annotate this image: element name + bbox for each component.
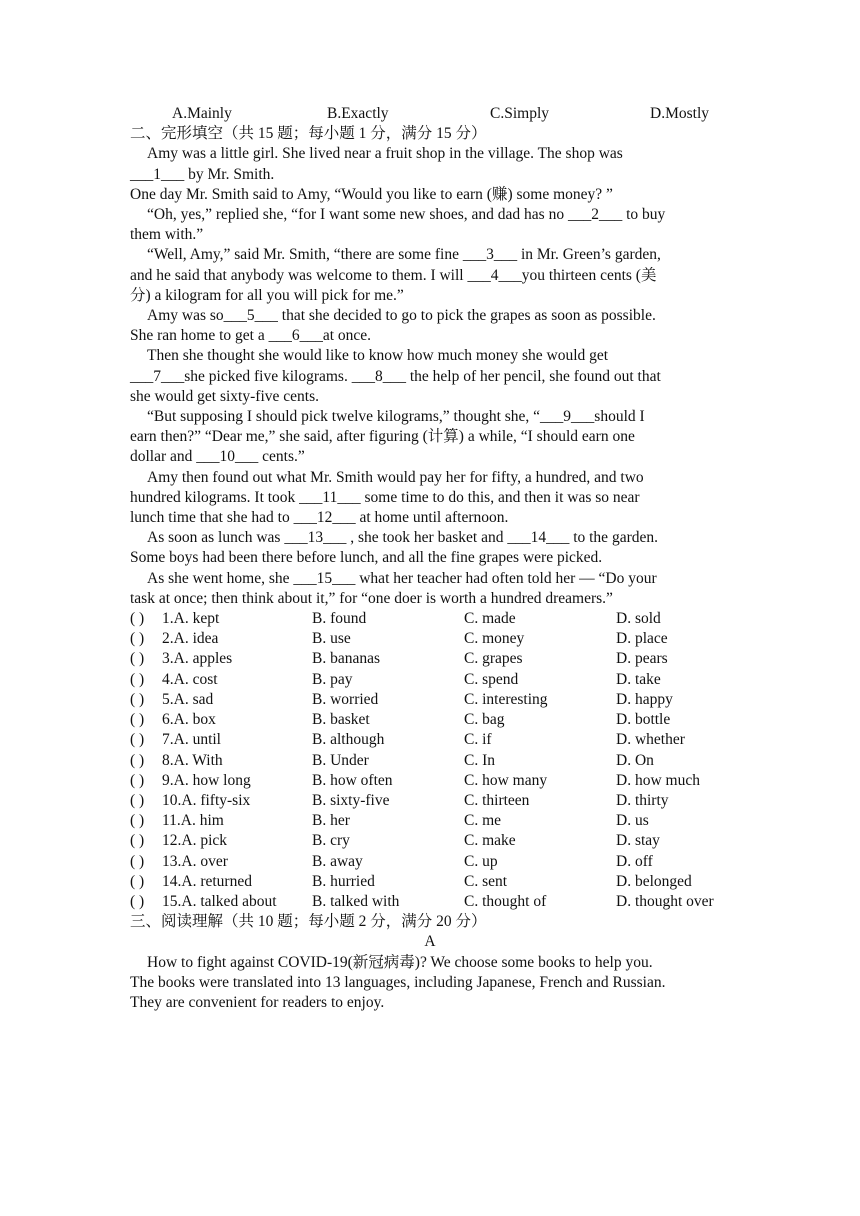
cloze-passage	[130, 144, 730, 609]
option-d: D. bottle	[616, 711, 671, 729]
passage-line: Amy then found out what Mr. Smith would pay her for fifty, a hundred, and two	[147, 468, 644, 486]
passage-line: They are convenient for readers to enjoy.	[130, 993, 385, 1011]
option-c: C. if	[464, 731, 492, 749]
answer-blank[interactable]: ( )	[130, 892, 145, 910]
question-row	[130, 609, 730, 629]
option-a: 5.A. sad	[162, 690, 214, 708]
question-row	[130, 811, 730, 831]
option-c: C. how many	[464, 771, 548, 789]
section3-heading: 三、阅读理解（共 10 题；每小题 2 分，满分 20 分）	[130, 913, 487, 931]
option-d: D. us	[616, 812, 649, 830]
answer-blank[interactable]: ( )	[130, 791, 145, 809]
cloze-questions	[130, 609, 730, 912]
question-row	[130, 690, 730, 710]
section2-heading: 二、完形填空（共 15 题；每小题 1 分，满分 15 分）	[130, 125, 487, 143]
option-d: D. place	[616, 630, 668, 648]
answer-blank[interactable]: ( )	[130, 690, 145, 708]
passage-line: lunch time that she had to ___12___ at home until afternoon.	[130, 509, 509, 527]
question-row	[130, 629, 730, 649]
option-a: 4.A. cost	[162, 670, 218, 688]
passage-line: “Oh, yes,” replied she, “for I want some new shoes, and dad has no ___2___ to buy	[147, 206, 666, 224]
reading-passage	[130, 953, 730, 1014]
question-row	[130, 710, 730, 730]
option-a: 10.A. fifty-six	[162, 791, 251, 809]
passage-line: The books were translated into 13 languages, including Japanese, French and Russian.	[130, 973, 666, 991]
answer-blank[interactable]: ( )	[130, 832, 145, 850]
option-a: 2.A. idea	[162, 630, 219, 648]
option-d: D. belonged	[616, 872, 692, 890]
option-a: 3.A. apples	[162, 650, 233, 668]
option-d: D.Mostly	[650, 105, 709, 122]
option-a: 8.A. With	[162, 751, 223, 769]
passage-line: As soon as lunch was ___13___ , she took her basket and ___14___ to the garden.	[147, 529, 658, 547]
passage-line: hundred kilograms. It took ___11___ some time to do this, and then it was so near	[130, 488, 640, 506]
question-row	[130, 649, 730, 669]
answer-blank[interactable]: ( )	[130, 731, 145, 749]
question-row	[130, 730, 730, 750]
passage-line: ___1___ by Mr. Smith.	[130, 165, 275, 183]
passage-line: As she went home, she ___15___ what her teacher had often told her — “Do your	[147, 569, 657, 587]
passage-line: She ran home to get a ___6___at once.	[130, 327, 372, 345]
option-c: C. In	[464, 751, 495, 769]
passage-line: “Well, Amy,” said Mr. Smith, “there are some fine ___3___ in Mr. Green’s garden,	[147, 246, 661, 264]
option-a: 6.A. box	[162, 711, 216, 729]
option-c: C. money	[464, 630, 525, 648]
option-a: 13.A. over	[162, 852, 228, 870]
passage-line: “But supposing I should pick twelve kilograms,” thought she, “___9___should I	[147, 408, 645, 426]
option-b: B.Exactly	[327, 105, 389, 122]
option-d: D. stay	[616, 832, 660, 850]
previous-question-options	[130, 104, 730, 124]
option-c: C. sent	[464, 872, 508, 890]
option-c: C. grapes	[464, 650, 523, 668]
option-b: B. away	[312, 852, 363, 870]
option-b: B. worried	[312, 690, 379, 708]
option-b: B. use	[312, 630, 351, 648]
question-row	[130, 771, 730, 791]
option-a: 9.A. how long	[162, 771, 251, 789]
passage-line: dollar and ___10___ cents.”	[130, 448, 305, 466]
option-d: D. On	[616, 751, 654, 769]
answer-blank[interactable]: ( )	[130, 852, 145, 870]
question-row	[130, 872, 730, 892]
option-c: C. spend	[464, 670, 519, 688]
option-c: C. bag	[464, 711, 505, 729]
answer-blank[interactable]: ( )	[130, 630, 145, 648]
option-a: 15.A. talked about	[162, 892, 277, 910]
passage-line: she would get sixty-five cents.	[130, 387, 319, 405]
answer-blank[interactable]: ( )	[130, 771, 145, 789]
option-b: B. cry	[312, 832, 350, 850]
question-row	[130, 791, 730, 811]
passage-label: A	[424, 933, 436, 951]
option-d: D. thirty	[616, 791, 669, 809]
option-a: 7.A. until	[162, 731, 221, 749]
option-c: C. interesting	[464, 690, 548, 708]
option-d: D. sold	[616, 610, 661, 628]
passage-line: Amy was a little girl. She lived near a fruit shop in the village. The shop was	[147, 145, 623, 163]
option-c: C.Simply	[490, 105, 550, 122]
option-a: 12.A. pick	[162, 832, 228, 850]
answer-blank[interactable]: ( )	[130, 670, 145, 688]
passage-line: How to fight against COVID-19(新冠病毒)? We choose some books to help you.	[147, 953, 653, 971]
question-row	[130, 892, 730, 912]
option-b: B. found	[312, 610, 367, 628]
option-a: 1.A. kept	[162, 610, 220, 628]
answer-blank[interactable]: ( )	[130, 610, 145, 628]
passage-line: task at once; then think about it,” for “one doer is worth a hundred dreamers.”	[130, 589, 613, 607]
option-b: B. bananas	[312, 650, 381, 668]
option-d: D. pears	[616, 650, 668, 668]
option-a: 11.A. him	[162, 812, 224, 830]
option-a: A.Mainly	[172, 105, 232, 122]
option-b: B. her	[312, 812, 350, 830]
passage-line: earn then?” “Dear me,” she said, after figuring (计算) a while, “I should earn one	[130, 428, 635, 446]
answer-blank[interactable]: ( )	[130, 872, 145, 890]
question-row	[130, 670, 730, 690]
option-d: D. whether	[616, 731, 685, 749]
answer-blank[interactable]: ( )	[130, 751, 145, 769]
option-b: B. sixty-five	[312, 791, 390, 809]
option-c: C. me	[464, 812, 502, 830]
question-row	[130, 751, 730, 771]
passage-line: Some boys had been there before lunch, and all the fine grapes were picked.	[130, 549, 603, 567]
question-row	[130, 852, 730, 872]
option-b: B. although	[312, 731, 385, 749]
option-b: B. pay	[312, 670, 353, 688]
passage-line: 分) a kilogram for all you will pick for me.”	[130, 286, 404, 304]
option-b: B. Under	[312, 751, 369, 769]
option-a: 14.A. returned	[162, 872, 252, 890]
answer-blank[interactable]: ( )	[130, 711, 145, 729]
passage-line: and he said that anybody was welcome to them. I will ___4___you thirteen cents (美	[130, 266, 657, 284]
option-c: C. thought of	[464, 892, 547, 910]
passage-line: Amy was so___5___ that she decided to go to pick the grapes as soon as possible.	[147, 307, 656, 325]
option-b: B. how often	[312, 771, 393, 789]
passage-line: them with.”	[130, 226, 204, 244]
option-c: C. make	[464, 832, 516, 850]
option-c: C. thirteen	[464, 791, 530, 809]
question-row	[130, 831, 730, 851]
option-d: D. happy	[616, 690, 673, 708]
passage-line: One day Mr. Smith said to Amy, “Would you like to earn (赚) some money? ”	[130, 185, 613, 203]
passage-line: ___7___she picked five kilograms. ___8___ the help of her pencil, she found out that	[130, 367, 661, 385]
option-c: C. made	[464, 610, 516, 628]
passage-line: Then she thought she would like to know how much money she would get	[147, 347, 609, 365]
option-b: B. basket	[312, 711, 370, 729]
option-d: D. off	[616, 852, 653, 870]
option-b: B. talked with	[312, 892, 400, 910]
exam-page	[130, 104, 730, 1013]
option-b: B. hurried	[312, 872, 375, 890]
option-d: D. how much	[616, 771, 700, 789]
option-d: D. take	[616, 670, 661, 688]
option-c: C. up	[464, 852, 498, 870]
answer-blank[interactable]: ( )	[130, 650, 145, 668]
answer-blank[interactable]: ( )	[130, 812, 145, 830]
option-d: D. thought over	[616, 892, 714, 910]
